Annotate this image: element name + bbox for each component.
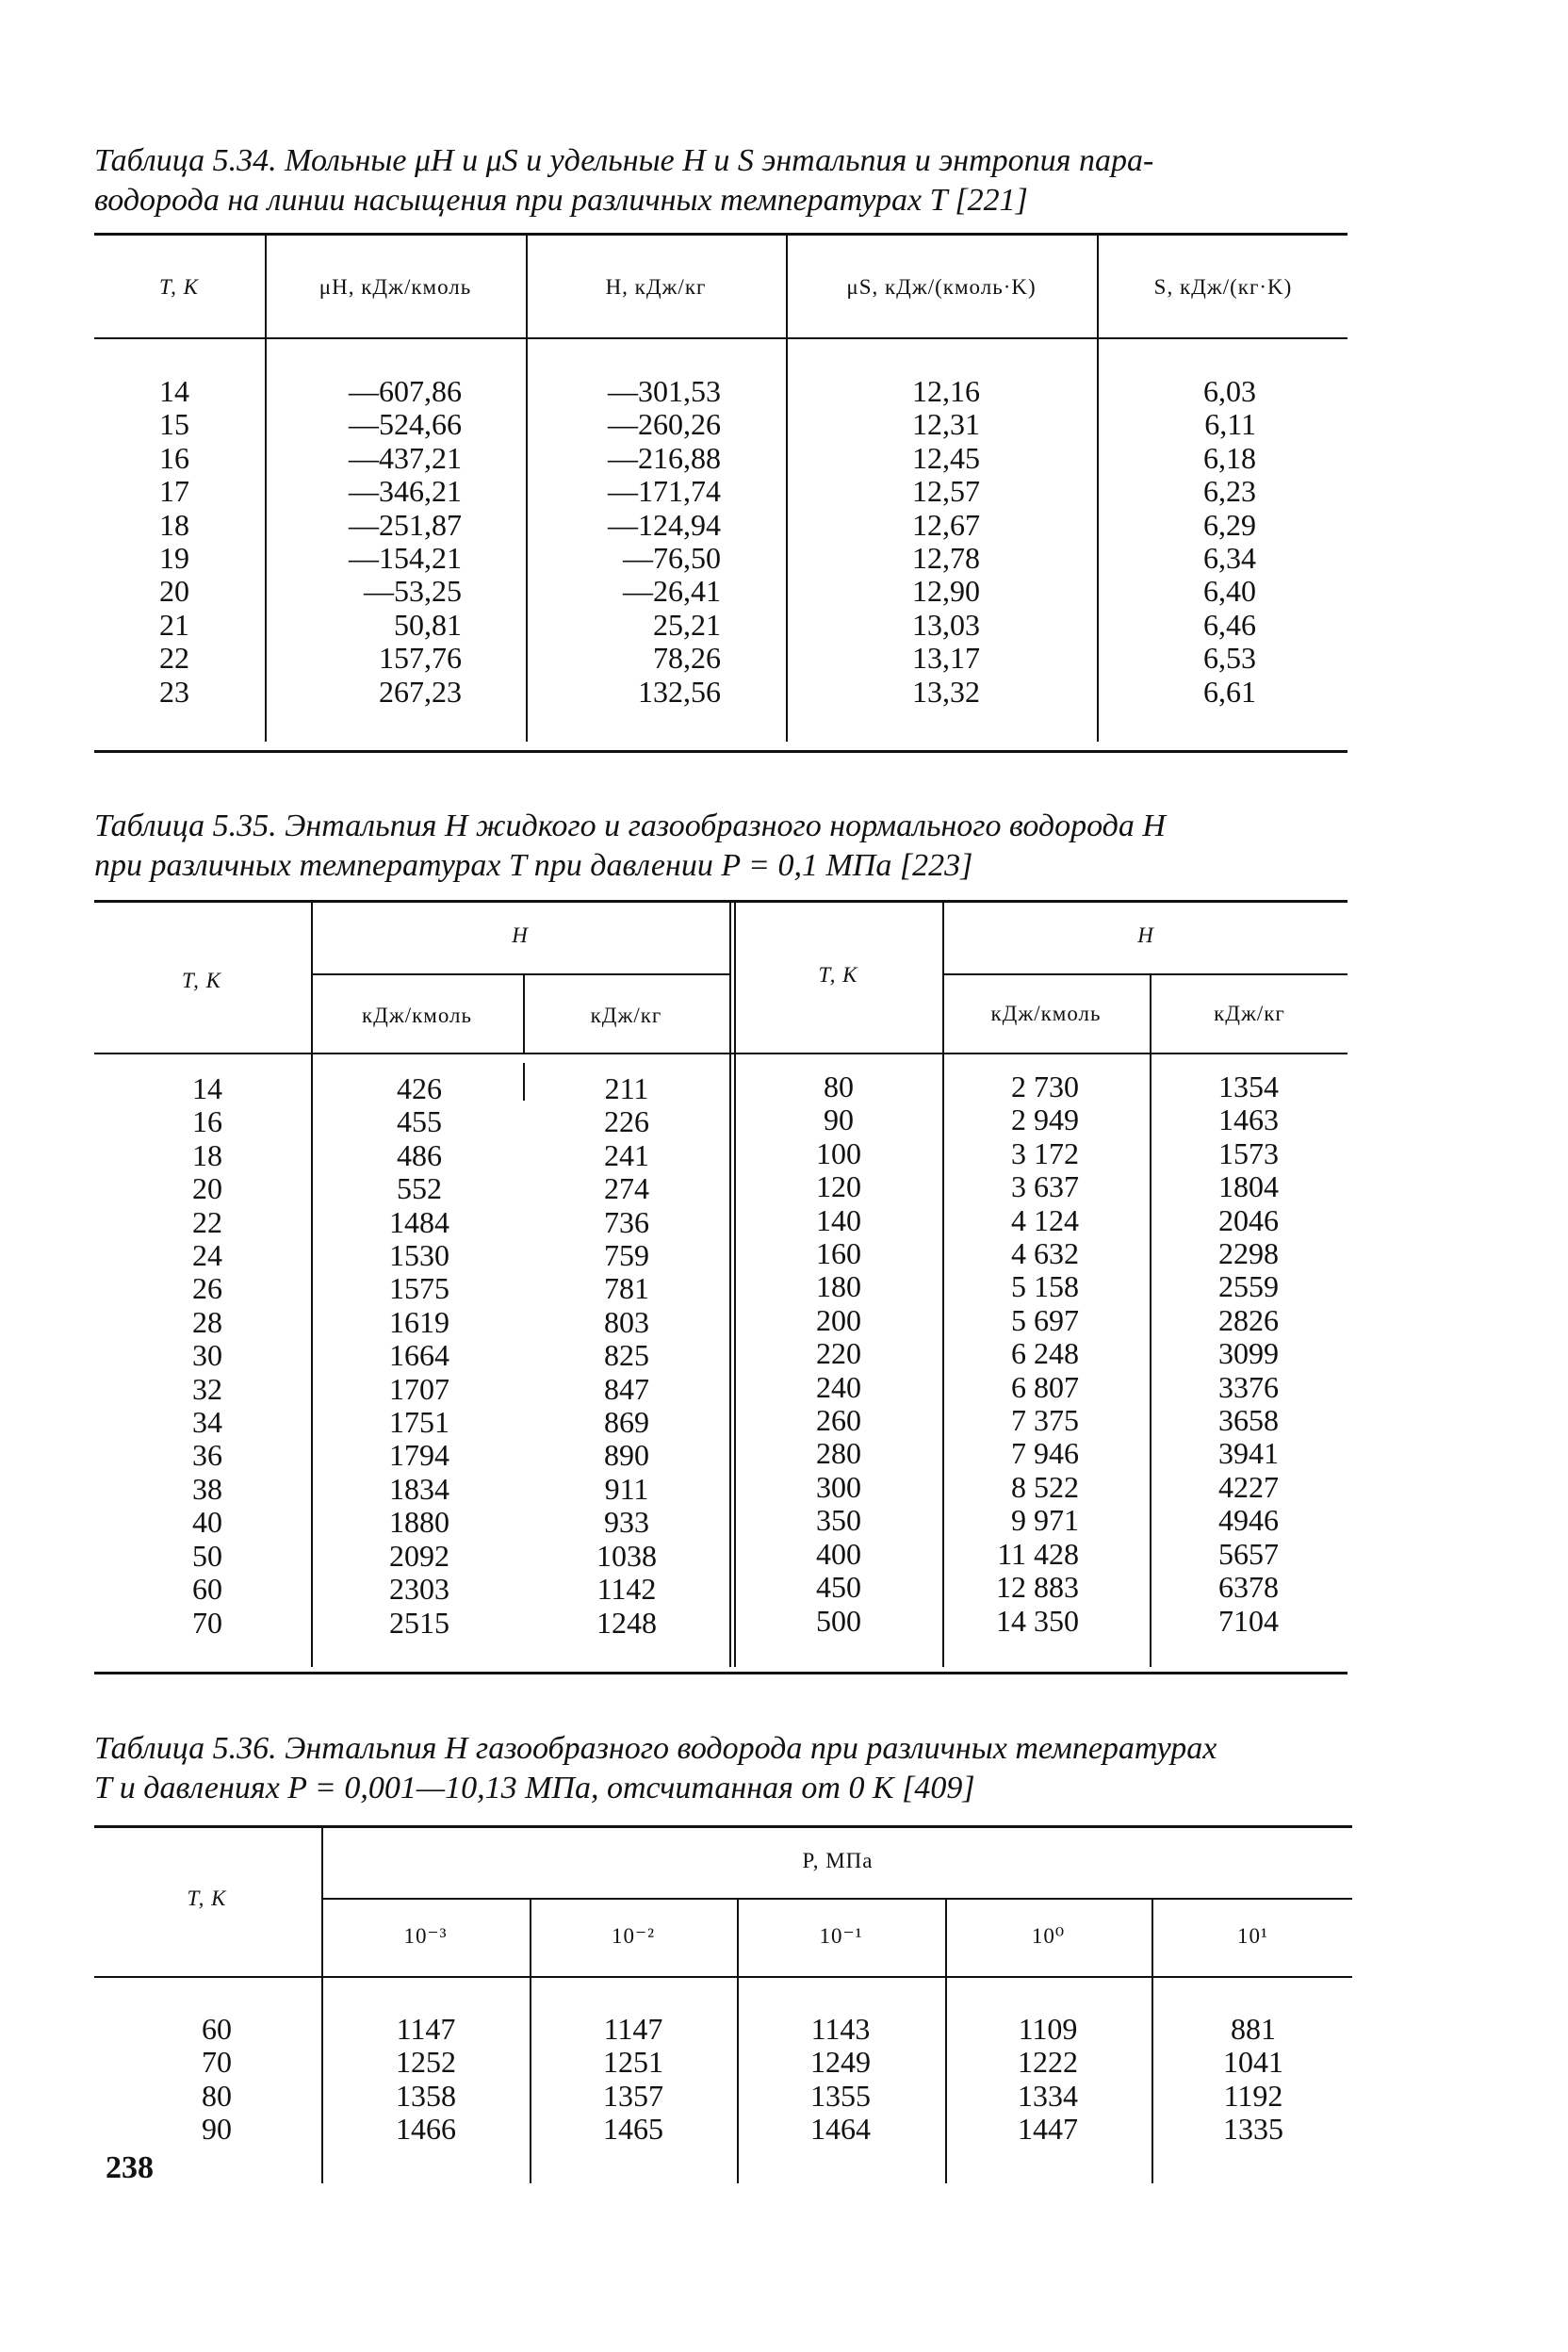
table-cell: 36 [192,1438,222,1473]
table-cell: 3376 [1218,1369,1279,1404]
table-cell: 2303 [389,1572,449,1607]
table-cell: 4 124 [1011,1202,1079,1237]
table-cell: 17 [159,474,189,509]
table-cell: 267,23 [379,674,462,709]
table-536-col-p5 [1197,2013,1310,2147]
table-535-header-kg: кДж/кг [590,1004,662,1027]
table-cell: 1880 [389,1505,449,1540]
table-535-header-H: H [512,923,529,947]
table-cell: 1530 [389,1238,449,1273]
table-cell: 19 [159,541,189,576]
table-cell: 7 946 [1011,1436,1079,1471]
table-536-header-P: P, МПа [802,1849,874,1872]
table-cell: 280 [816,1436,861,1471]
table-cell: 13,17 [912,641,980,676]
table-535-header-kg-right: кДж/кг [1214,1002,1285,1025]
table-cell: 22 [159,641,189,676]
table-cell: 2515 [389,1605,449,1640]
table-536-header-p4: 10⁰ [1031,1924,1066,1948]
table-cell: 226 [604,1104,649,1139]
table-534-col-muH [283,375,462,709]
table-cell: 1251 [603,2045,663,2080]
table-cell: 11 428 [997,1536,1079,1571]
table-cell: 4 632 [1011,1236,1079,1271]
table-cell: 1222 [1018,2045,1078,2080]
table-cell: 1464 [810,2112,871,2147]
table-cell: 50 [192,1538,222,1573]
table-cell: 200 [816,1302,861,1337]
table-cell: 1142 [596,1572,657,1607]
table-534-header-H: H, кДж/кг [605,275,707,299]
table-534-header-muS: μS, кДж/(кмоль·K) [846,275,1037,299]
table-cell: 350 [816,1503,861,1538]
table-cell: 890 [604,1438,649,1473]
table-cell: 6,18 [1203,440,1256,475]
table-534-col-divider [265,235,267,742]
table-cell: 120 [816,1169,861,1204]
page-number: 238 [106,2150,154,2185]
table-cell: 7 375 [1011,1403,1079,1438]
table-535-header-kmol: кДж/кмоль [361,1004,473,1027]
table-536-col-divider [321,1827,323,2183]
table-535-caption-line1: Таблица 5.35. Энтальпия H жидкого и газообразного нормального водорода H [94,808,1166,843]
table-cell: 486 [397,1137,442,1172]
table-534-header-rule [94,337,1348,339]
table-cell: 803 [604,1304,649,1339]
table-cell: 1041 [1223,2045,1283,2080]
table-536-col-p1 [369,2013,482,2147]
table-cell: 50,81 [394,607,462,642]
table-cell: 2046 [1218,1202,1279,1237]
table-cell: 1147 [603,2012,663,2046]
table-cell: 34 [192,1405,222,1440]
table-cell: 16 [159,440,189,475]
table-cell: 5 697 [1011,1302,1079,1337]
table-cell: —301,53 [608,374,721,408]
table-cell: —216,88 [608,440,721,475]
table-cell: 157,76 [379,641,462,676]
table-cell: 1109 [1018,2012,1078,2046]
table-cell: 500 [816,1603,861,1638]
table-cell: 12,57 [912,474,980,509]
table-cell: 23 [159,674,189,709]
table-536-subheader-rule [321,1898,1352,1900]
table-cell: 2559 [1218,1269,1279,1304]
table-536-caption-line1: Таблица 5.36. Энтальпия H газообразного водорода при различных температурах [94,1731,1217,1766]
table-cell: 30 [192,1338,222,1373]
table-cell: 12,90 [912,574,980,609]
table-cell: 6 807 [1011,1369,1079,1404]
table-536-caption [94,1729,1348,1808]
table-cell: 14 350 [996,1603,1079,1638]
table-536-top-rule [94,1825,1352,1828]
table-cell: —26,41 [623,574,721,609]
table-535-subheader-rule [311,973,730,975]
table-cell: 455 [397,1104,442,1139]
table-cell: 241 [604,1137,649,1172]
table-cell: 2826 [1218,1302,1279,1337]
table-cell: 450 [816,1570,861,1605]
table-cell: 2 949 [1011,1102,1079,1137]
table-cell: 4946 [1218,1503,1279,1538]
table-535-double-divider [729,902,731,1667]
table-cell: 1147 [396,2012,456,2046]
table-cell: 1751 [389,1405,449,1440]
table-cell: 825 [604,1338,649,1373]
table-cell: 160 [816,1236,861,1271]
table-cell: 60 [202,2012,232,2046]
table-cell: 6,53 [1203,641,1256,676]
table-cell: 78,26 [653,641,721,676]
table-cell: 260 [816,1403,861,1438]
table-535-top-rule [94,900,1348,903]
table-534-top-rule [94,233,1348,236]
table-cell: 933 [604,1505,649,1540]
table-534-col-divider [1097,235,1099,742]
table-cell: 1463 [1218,1102,1279,1137]
table-cell: 13,03 [912,607,980,642]
table-cell: 40 [192,1505,222,1540]
table-cell: 3658 [1218,1403,1279,1438]
table-cell: 552 [397,1171,442,1206]
table-536-header-p1: 10⁻³ [403,1924,448,1948]
table-cell: 211 [604,1071,649,1105]
table-cell: 759 [604,1238,649,1273]
table-536-col-p4 [991,2013,1104,2147]
table-535-header-T: T, K [182,969,221,992]
table-cell: 1465 [603,2112,663,2147]
table-cell: 426 [397,1071,442,1105]
table-cell: 1143 [810,2012,871,2046]
table-535-col-divider [523,1063,525,1101]
table-534-header-S: S, кДж/(кг·K) [1153,275,1293,299]
table-534-caption [94,141,1348,220]
table-cell: 736 [604,1204,649,1239]
table-cell: 25,21 [653,607,721,642]
table-cell: 8 522 [1011,1469,1079,1504]
table-536-header-p2: 10⁻² [611,1924,656,1948]
table-cell: 60 [192,1572,222,1607]
table-cell: 12,67 [912,507,980,542]
table-536-col-p3 [784,2013,897,2147]
table-cell: 80 [824,1070,854,1103]
table-cell: 14 [159,374,189,408]
table-cell: 12,31 [912,407,980,442]
table-cell: 13,32 [912,674,980,709]
table-cell: 274 [604,1171,649,1206]
table-cell: 18 [192,1137,222,1172]
table-cell: 12 883 [996,1570,1079,1605]
table-534-col-T [113,375,236,709]
table-cell: 70 [202,2045,232,2080]
table-cell: 3099 [1218,1336,1279,1371]
table-cell: 1355 [810,2078,871,2113]
table-cell: 16 [192,1104,222,1139]
table-535-col-T-right [773,1070,905,1638]
table-cell: —53,25 [364,574,462,609]
table-cell: —346,21 [349,474,462,509]
table-cell: 1358 [396,2078,456,2113]
table-cell: 9 971 [1011,1503,1079,1538]
table-cell: 300 [816,1469,861,1504]
table-cell: 240 [816,1369,861,1404]
table-535-col-divider [1150,975,1152,1667]
table-cell: 220 [816,1336,861,1371]
table-cell: 2092 [389,1538,449,1573]
table-cell: 12,45 [912,440,980,475]
table-cell: 38 [192,1471,222,1506]
table-cell: 3 172 [1011,1135,1079,1170]
table-cell: —260,26 [608,407,721,442]
table-cell: 21 [159,607,189,642]
table-cell: 400 [816,1536,861,1571]
table-cell: 4227 [1218,1469,1279,1504]
table-cell: 847 [604,1371,649,1406]
table-cell: 14 [192,1071,222,1105]
table-536-header-rule [94,1976,1352,1978]
table-cell: 3941 [1218,1436,1279,1471]
table-cell: 12,16 [912,374,980,408]
table-534-header-T: T, K [159,275,199,299]
table-cell: 28 [192,1304,222,1339]
table-cell: 5 158 [1011,1269,1079,1304]
table-cell: —437,21 [349,440,462,475]
table-cell: 132,56 [638,674,721,709]
table-cell: 1335 [1223,2112,1283,2147]
table-534-col-H [547,375,721,709]
table-cell: 1804 [1218,1169,1279,1204]
table-535-caption-line2: при различных температурах T при давлении P = 0,1 МПа [223] [94,848,973,883]
table-cell: 100 [816,1135,861,1170]
table-536-col-p2 [577,2013,690,2147]
table-cell: 1664 [389,1338,449,1373]
table-cell: 1249 [810,2045,871,2080]
table-cell: 1357 [603,2078,663,2113]
table-cell: 18 [159,507,189,542]
table-536-header-p5: 10¹ [1237,1924,1268,1948]
table-cell: 1252 [396,2045,456,2080]
table-cell: 869 [604,1405,649,1440]
table-cell: 1619 [389,1304,449,1339]
table-cell: 1794 [389,1438,449,1473]
table-534-bottom-rule [94,750,1348,753]
table-cell: 70 [192,1605,222,1640]
table-cell: 1575 [389,1271,449,1306]
table-536-header-p3: 10⁻¹ [819,1924,863,1948]
table-cell: 1038 [596,1538,657,1573]
table-cell: 6,34 [1203,541,1256,576]
table-cell: —251,87 [349,507,462,542]
table-534-caption-line2: водорода на линии насыщения при различных температурах T [221] [94,183,1028,218]
table-cell: 6 248 [1011,1336,1079,1371]
table-535-col-T-left [160,1072,254,1640]
table-cell: 6,40 [1203,574,1256,609]
table-cell: 5657 [1218,1536,1279,1571]
table-cell: —524,66 [349,407,462,442]
table-535-header-H-right: H [1137,923,1154,947]
table-cell: 22 [192,1204,222,1239]
table-cell: 1573 [1218,1135,1279,1170]
table-cell: 180 [816,1269,861,1304]
table-535-double-divider [734,902,736,1667]
table-534-caption-line1: Таблица 5.34. Мольные μH и μS и удельные H и S энтальпия и энтропия пара- [94,143,1154,178]
table-535-header-rule [94,1053,1348,1054]
table-535-caption [94,807,1348,886]
table-cell: —171,74 [608,474,721,509]
table-cell: 781 [604,1271,649,1306]
table-cell: 90 [824,1102,854,1137]
table-cell: 140 [816,1202,861,1237]
table-cell: 32 [192,1371,222,1406]
table-cell: 6,46 [1203,607,1256,642]
table-cell: 1192 [1223,2078,1283,2113]
table-cell: 6,11 [1204,407,1256,442]
table-cell: 26 [192,1271,222,1306]
table-cell: 6,23 [1203,474,1256,509]
table-cell: 1834 [389,1471,449,1506]
table-534-col-muS [829,375,980,709]
table-cell: —607,86 [349,374,462,408]
table-cell: 6378 [1218,1570,1279,1605]
table-cell: —76,50 [623,541,721,576]
table-cell: 20 [192,1171,222,1206]
table-535-col-kmol-left [358,1072,481,1640]
table-534-col-divider [786,235,788,742]
table-534-col-S [1131,375,1256,709]
table-536-caption-line2: T и давлениях P = 0,001—10,13 МПа, отсчитанная от 0 K [409] [94,1771,975,1805]
table-cell: 2298 [1218,1236,1279,1271]
table-cell: 2 730 [1011,1070,1079,1103]
table-cell: 1484 [389,1204,449,1239]
table-cell: 1354 [1218,1070,1279,1103]
table-535-subheader-rule [942,973,1348,975]
table-cell: 20 [159,574,189,609]
table-cell: 3 637 [1011,1169,1079,1204]
table-cell: 24 [192,1238,222,1273]
table-cell: 1447 [1018,2112,1078,2147]
table-cell: 1248 [596,1605,657,1640]
table-cell: —124,94 [608,507,721,542]
table-535-col-kmol-right [971,1070,1079,1638]
table-cell: 12,78 [912,541,980,576]
table-cell: 90 [202,2112,232,2147]
table-cell: 6,03 [1203,374,1256,408]
table-cell: 911 [604,1471,649,1506]
table-534-header-muH: μH, кДж/кмоль [318,275,472,299]
table-cell: 881 [1231,2012,1276,2046]
table-535-header-kmol-right: кДж/кмоль [990,1002,1102,1025]
table-535-bottom-rule [94,1672,1348,1674]
table-535-col-kg-left [565,1072,688,1640]
table-cell: 80 [202,2078,232,2113]
table-536-header-T: T, K [187,1886,227,1910]
table-535-header-T-right: T, K [818,963,858,987]
table-cell: 1334 [1018,2078,1078,2113]
table-cell: 7104 [1218,1603,1279,1638]
table-cell: —154,21 [349,541,462,576]
table-535-col-kg-right [1187,1070,1310,1638]
table-cell: 1707 [389,1371,449,1406]
table-cell: 6,61 [1203,674,1256,709]
table-cell: 6,29 [1203,507,1256,542]
table-cell: 15 [159,407,189,442]
table-534-col-divider [526,235,528,742]
table-cell: 1466 [396,2112,456,2147]
table-536-col-T [160,2013,273,2147]
